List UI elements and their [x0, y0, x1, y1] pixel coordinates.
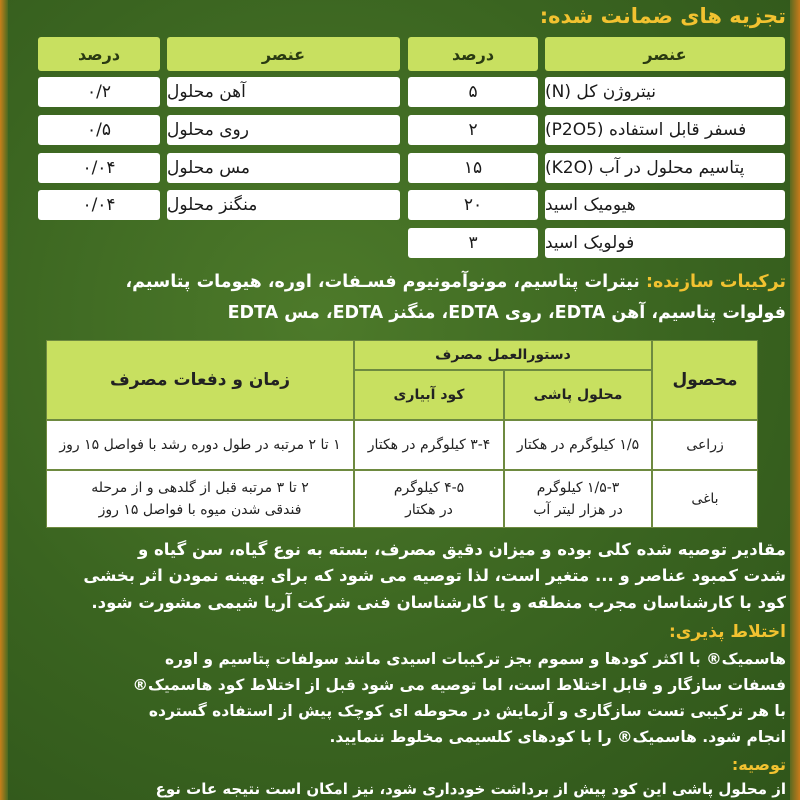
compat-label: اختلاط پذیری: — [668, 622, 786, 642]
advice-line-1: از محلول پاشی این کود پیش از برداشت خودداری شود، نیز امکان است نتیجه عات نوع — [155, 780, 786, 798]
row-foliar-line-1: ۱/۵-۳ کیلوگرم — [536, 480, 620, 496]
row-foliar — [504, 470, 652, 528]
row-product: زراعی — [652, 420, 758, 470]
compat-line-4: انجام شود. هاسمیک® را با کودهای کلسیمی مخلوط ننمایید. — [329, 728, 786, 746]
row-fertigation: ۳-۴ کیلوگرم در هکتار — [354, 420, 504, 470]
row-foliar-line-2: در هزار لیتر آب — [533, 502, 623, 518]
usage-table — [46, 340, 758, 528]
row-timing — [46, 470, 354, 528]
row-fertigation-line-2: در هکتار — [405, 502, 453, 518]
compat-line-1: هاسمیک® با اکثر کودها و سموم بجز ترکیبات اسیدی مانند سولفات پتاسیم و اوره — [165, 650, 786, 668]
row-element: مس محلول — [167, 153, 400, 183]
header-instructions: دستورالعمل مصرف — [354, 340, 652, 370]
row-percent: ۰/۰۴ — [38, 190, 160, 220]
row-product: باغی — [652, 470, 758, 528]
row-percent: ۰/۰۴ — [38, 153, 160, 183]
row-fertigation-line-1: ۴-۵ کیلوگرم — [393, 480, 465, 496]
header-element-right: عنصر — [545, 37, 785, 71]
ingredients-text-1: نیترات پتاسیم، مونوآمونیوم فسـفات، اوره، هیومات پتاسیم، — [125, 272, 640, 292]
ingredients-line-2: فولوات پتاسیم، آهن EDTA، روی EDTA، منگنز EDTA، مس EDTA — [227, 303, 786, 323]
compat-line-2: فسفات سازگار و قابل اختلاط است، اما توصیه می شود قبل از اختلاط کود هاسمیک® — [132, 676, 786, 694]
row-element: فولویک اسید — [545, 228, 785, 258]
ingredients-line-1 — [125, 272, 786, 292]
note-line-2: شدت کمبود عناصر و ... متغیر است، لذا توصیه می شود که برای بهینه نمودن اثر بخشی — [83, 566, 786, 585]
package-edge-right — [790, 0, 800, 800]
row-percent: ۲۰ — [408, 190, 538, 220]
row-element: منگنز محلول — [167, 190, 400, 220]
header-product: محصول — [652, 340, 758, 420]
row-element: نیتروژن کل (N) — [545, 77, 785, 107]
header-percent-left: درصد — [38, 37, 160, 71]
note-line-1: مقادیر توصیه شده کلی بوده و میزان دقیق مصرف، بسته به نوع گیاه، سن گیاه و — [137, 540, 786, 559]
row-element: فسفر قابل استفاده (P2O5) — [545, 115, 785, 145]
row-percent: ۰/۲ — [38, 77, 160, 107]
guaranteed-analysis-title: تجزیه های ضمانت شده: — [539, 4, 786, 28]
note-line-3: کود با کارشناسان مجرب منطقه و یا کارشناسان فنی شرکت آریا شیمی مشورت شود. — [91, 593, 786, 612]
package-edge-left — [0, 0, 8, 800]
row-element: آهن محلول — [167, 77, 400, 107]
ingredients-label: ترکیبات سازنده: — [645, 272, 786, 292]
row-percent: ۳ — [408, 228, 538, 258]
header-element-left: عنصر — [167, 37, 400, 71]
row-element: پتاسیم محلول در آب (K2O) — [545, 153, 785, 183]
row-fertigation — [354, 470, 504, 528]
header-foliar: محلول پاشی — [504, 370, 652, 420]
compat-line-3: با هر ترکیبی تست سازگاری و آزمایش در محوطه ای کوچک پیش از استفاده گسترده — [148, 702, 786, 720]
row-timing: ۱ تا ۲ مرتبه در طول دوره رشد با فواصل ۱۵ روز — [46, 420, 354, 470]
row-timing-line-1: ۲ تا ۳ مرتبه قبل از گلدهی و از مرحله — [91, 480, 309, 496]
row-foliar: ۱/۵ کیلوگرم در هکتار — [504, 420, 652, 470]
advice-label: توصیه: — [731, 755, 786, 774]
header-fertigation: کود آبیاری — [354, 370, 504, 420]
row-percent: ۱۵ — [408, 153, 538, 183]
row-percent: ۰/۵ — [38, 115, 160, 145]
row-percent: ۵ — [408, 77, 538, 107]
row-percent: ۲ — [408, 115, 538, 145]
header-timing: زمان و دفعات مصرف — [46, 340, 354, 420]
row-timing-line-2: فندقی شدن میوه با فواصل ۱۵ روز — [98, 502, 302, 518]
header-percent-right: درصد — [408, 37, 538, 71]
row-element: روی محلول — [167, 115, 400, 145]
row-element: هیومیک اسید — [545, 190, 785, 220]
